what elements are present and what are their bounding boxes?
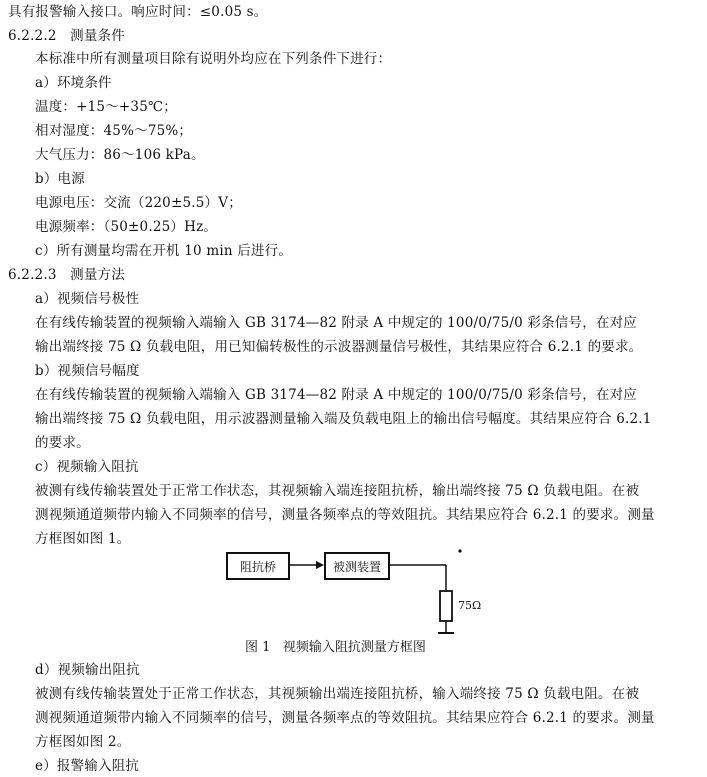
text-line: 在有线传输装置的视频输入端输入 GB 3174—82 附录 A 中规定的 100/0/75/0 彩条信号，在对应 — [35, 315, 637, 331]
text-line: 本标准中所有测量项目除有说明外均应在下列条件下进行： — [35, 51, 392, 67]
text-line: 被测有线传输装置处于正常工作状态，其视频输入端连接阻抗桥，输出端终接 75 Ω 负载电阻。在被 — [35, 483, 640, 499]
text-line: 温度：+15～+35℃； — [35, 99, 177, 115]
text-line: 相对湿度：45%～75%； — [35, 123, 193, 139]
section-title: 测量方法 — [70, 267, 125, 283]
text-line: 方框图如图 1。 — [35, 531, 131, 547]
text-line: 方框图如图 2。 — [35, 734, 131, 750]
section-number: 6.2.2.3 — [8, 267, 57, 283]
list-item-heading: a）环境条件 — [35, 75, 112, 91]
device-under-test-box: 被测装置 — [324, 552, 390, 580]
text-line: 大气压力：86～106 kPa。 — [35, 147, 205, 163]
figure-1-block-diagram — [200, 541, 500, 641]
figure-1-caption — [245, 639, 426, 657]
text-line: 电源频率：（50±0.25）Hz。 — [35, 219, 218, 235]
list-item-heading: e）报警输入阻抗 — [35, 758, 140, 774]
section-heading-6-2-2-3 — [8, 266, 125, 284]
arrow-head — [316, 561, 324, 569]
list-item-heading: b）电源 — [35, 171, 85, 187]
text-line: 输出端终接 75 Ω 负载电阻，用示波器测量输入端及负载电阻上的输出信号幅度。其结果应符合 6.2.1 — [35, 411, 652, 427]
dot-mark — [458, 549, 461, 552]
list-item-heading: b）视频信号幅度 — [35, 363, 140, 379]
section-number: 6.2.2.2 — [8, 28, 57, 44]
text-line: 输出端终接 75 Ω 负载电阻，用已知偏转极性的示波器测量信号极性，其结果应符合 6.2.1 的要求。 — [35, 339, 643, 355]
text-line: 的要求。 — [35, 435, 90, 451]
impedance-bridge-box: 阻抗桥 — [226, 552, 290, 580]
list-item-heading: a）视频信号极性 — [35, 291, 140, 307]
resistor-label: 75Ω — [458, 599, 482, 612]
list-item-heading: c）视频输入阻抗 — [35, 459, 139, 475]
text-line: 测视频通道频带内输入不同频率的信号，测量各频率点的等效阻抗。其结果应符合 6.2.1 的要求。测量 — [35, 710, 655, 726]
section-title: 测量条件 — [70, 28, 125, 44]
list-item-heading: c）所有测量均需在开机 10 min 后进行。 — [35, 243, 293, 259]
section-heading-6-2-2-2 — [8, 27, 125, 45]
text-line: 具有报警输入接口。响应时间：≤0.05 s。 — [8, 4, 268, 20]
caption-text: 视频输入阻抗测量方框图 — [282, 640, 426, 655]
list-item-heading: d）视频输出阻抗 — [35, 662, 140, 678]
text-line: 在有线传输装置的视频输入端输入 GB 3174—82 附录 A 中规定的 100/0/75/0 彩条信号，在对应 — [35, 387, 637, 403]
resistor-symbol — [440, 591, 452, 621]
text-line: 测视频通道频带内输入不同频率的信号，测量各频率点的等效阻抗。其结果应符合 6.2.1 的要求。测量 — [35, 507, 655, 523]
text-line: 电源电压：交流（220±5.5）V； — [35, 195, 242, 211]
text-line: 被测有线传输装置处于正常工作状态，其视频输出端连接阻抗桥，输入端终接 75 Ω 负载电阻。在被 — [35, 686, 640, 702]
caption-number: 图 1 — [245, 640, 271, 655]
